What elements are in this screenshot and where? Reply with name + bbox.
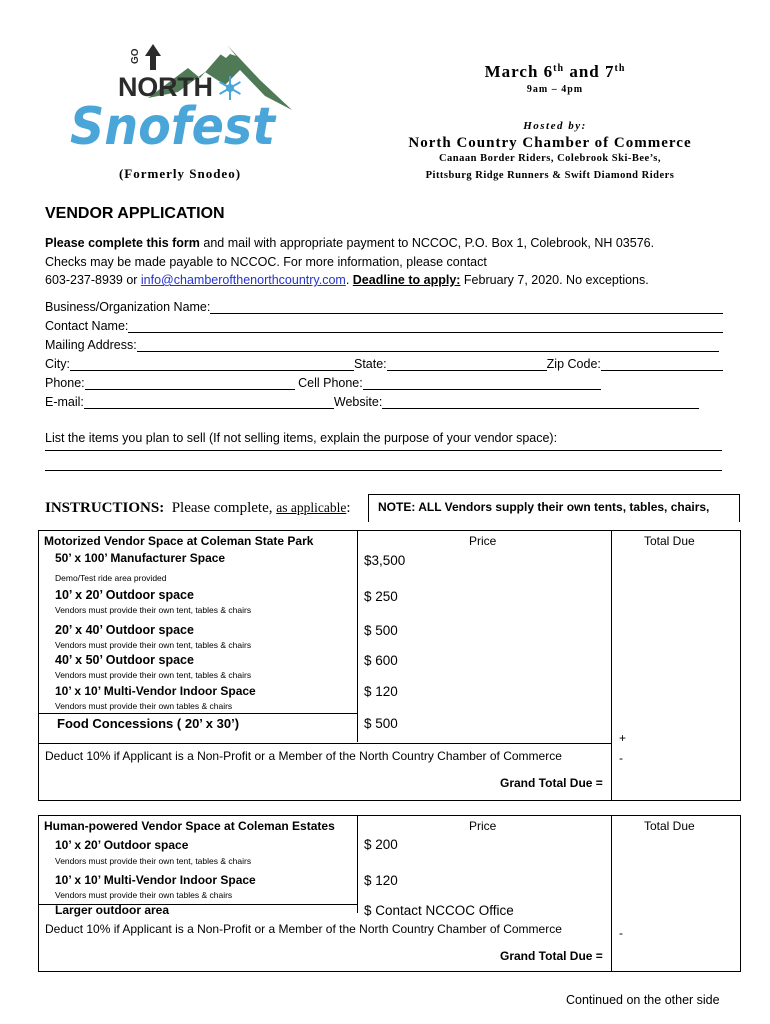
intro-text-1: and mail with appropriate payment to NCCOC, P.O. Box 1, Colebrook, NH 03576.	[199, 236, 655, 250]
table1-header: Motorized Vendor Space at Coleman State Park	[44, 534, 314, 548]
phone-row	[45, 372, 601, 390]
email-website-row	[45, 391, 699, 409]
table2-grand-total: Grand Total Due =	[500, 949, 603, 963]
state-label: State:	[354, 357, 387, 371]
table1-price-2: $ 250	[364, 589, 398, 604]
table2-header: Human-powered Vendor Space at Coleman Estates	[44, 819, 335, 833]
vendor-note-box: NOTE: ALL Vendors supply their own tents, tables, chairs,	[368, 494, 740, 522]
human-powered-vendor-table	[38, 815, 741, 972]
table2-deduct: Deduct 10% if Applicant is a Non-Profit or a Member of the North Country Chamber of Commerce	[45, 922, 562, 936]
contact-name-field[interactable]: Contact Name:	[45, 315, 723, 333]
zip-label: Zip Code:	[546, 357, 601, 371]
table1-price-header: Price	[469, 534, 497, 548]
table2-price-2: $ 120	[364, 873, 398, 888]
table1-item-3: 20’ x 40’ Outdoor space	[55, 623, 194, 637]
table2-item-3: Larger outdoor area	[55, 903, 170, 917]
continued-note: Continued on the other side	[566, 993, 720, 1007]
phone-label: Phone:	[45, 376, 85, 390]
state-input[interactable]	[387, 357, 547, 371]
arrow-up-icon	[145, 44, 161, 70]
motorized-vendor-table	[38, 530, 741, 801]
logo-snofest-text: Snofest	[70, 97, 277, 157]
snofest-logo	[60, 40, 300, 165]
table2-minus-sign: -	[619, 926, 623, 940]
table1-total-header: Total Due	[644, 534, 695, 548]
logo-north-text: NORTH	[118, 72, 213, 102]
table2-item-1: 10’ x 20’ Outdoor space	[55, 838, 189, 852]
table1-item-5-note: Vendors must provide their own tables & chairs	[55, 701, 233, 711]
email-label: E-mail:	[45, 395, 84, 409]
intro-bold: Please complete this form	[45, 236, 200, 250]
business-name-field[interactable]: Business/Organization Name:	[45, 296, 723, 314]
table1-price-6: $ 500	[364, 716, 398, 731]
hosted-by-label: Hosted by:	[523, 120, 587, 132]
intro-text-2: Checks may be made payable to NCCOC. For more information, please contact	[45, 254, 487, 269]
items-answer-line-1[interactable]	[45, 450, 722, 451]
intro-paragraph	[45, 234, 745, 290]
city-label: City:	[45, 357, 70, 371]
table2-item-1-note: Vendors must provide their own tent, tables & chairs	[55, 856, 252, 866]
plus-sign: +	[619, 731, 627, 745]
website-label: Website:	[333, 395, 383, 409]
cell-phone-input[interactable]	[363, 376, 601, 390]
formerly-label: (Formerly Snodeo)	[118, 166, 242, 181]
event-date: March 6th and 7th	[484, 62, 626, 81]
table2-item-2: 10’ x 10’ Multi-Vendor Indoor Space	[55, 873, 256, 887]
zip-input[interactable]	[601, 357, 723, 371]
co-hosts-line-1: Canaan Border Riders, Colebrook Ski-Bee’s,	[438, 153, 662, 164]
email-link[interactable]: info@chamberofthenorthcountry.com	[140, 273, 346, 287]
host-name: North Country Chamber of Commerce	[408, 135, 692, 151]
intro-text-4: .	[345, 273, 353, 287]
table1-deduct: Deduct 10% if Applicant is a Non-Profit or a Member of the North Country Chamber of Commerce	[45, 749, 562, 763]
table1-item-2: 10’ x 20’ Outdoor space	[55, 588, 194, 602]
event-time: 9am – 4pm	[526, 84, 584, 95]
table1-price-5: $ 120	[364, 684, 398, 699]
table1-price-1: $3,500	[364, 553, 406, 568]
table1-item-4-note: Vendors must provide their own tent, tables & chairs	[55, 670, 252, 680]
deadline-text: February 7, 2020. No exceptions.	[460, 273, 649, 287]
table1-item-4: 40’ x 50’ Outdoor space	[55, 653, 194, 667]
table1-item-6: Food Concessions ( 20’ x 30’)	[57, 716, 240, 731]
table1-grand-total: Grand Total Due =	[500, 776, 603, 790]
mailing-address-field[interactable]: Mailing Address:	[45, 334, 719, 352]
table2-price-3: $ Contact NCCOC Office	[364, 903, 514, 918]
items-question: List the items you plan to sell (If not selling items, explain the purpose of your vendor space):	[45, 431, 558, 445]
table1-item-1: 50’ x 100’ Manufacturer Space	[55, 551, 226, 565]
table1-item-5: 10’ x 10’ Multi-Vendor Indoor Space	[55, 684, 256, 698]
table1-item-3-note: Vendors must provide their own tent, tables & chairs	[55, 640, 252, 650]
instructions-text: INSTRUCTIONS: Please complete, as applicable:	[45, 500, 351, 516]
table1-item-1-note: Demo/Test ride area provided	[55, 573, 167, 583]
phone-input[interactable]	[85, 376, 295, 390]
table2-item-2-note: Vendors must provide their own tables & chairs	[55, 890, 233, 900]
items-answer-line-2[interactable]	[45, 470, 722, 471]
table1-item-2-note: Vendors must provide their own tent, tables & chairs	[55, 605, 252, 615]
co-hosts-line-2: Pittsburg Ridge Runners & Swift Diamond Riders	[425, 170, 675, 181]
city-state-zip-row	[45, 353, 723, 371]
cell-phone-label: Cell Phone:	[294, 376, 363, 390]
minus-sign: -	[619, 751, 623, 765]
website-input[interactable]	[382, 395, 699, 409]
city-input[interactable]	[70, 357, 354, 371]
table1-price-4: $ 600	[364, 653, 398, 668]
table1-price-3: $ 500	[364, 623, 398, 638]
table2-total-header: Total Due	[644, 819, 695, 833]
table2-price-header: Price	[469, 819, 497, 833]
application-title: VENDOR APPLICATION	[45, 205, 225, 222]
table2-price-1: $ 200	[364, 837, 398, 852]
deadline-label: Deadline to apply:	[352, 273, 461, 287]
table2-total-due-input[interactable]	[612, 838, 741, 972]
logo-go-text: GO	[130, 48, 141, 64]
intro-text-3: 603-237-8939 or	[45, 273, 141, 287]
table1-total-due-input[interactable]	[612, 553, 741, 801]
email-input[interactable]	[84, 395, 334, 409]
